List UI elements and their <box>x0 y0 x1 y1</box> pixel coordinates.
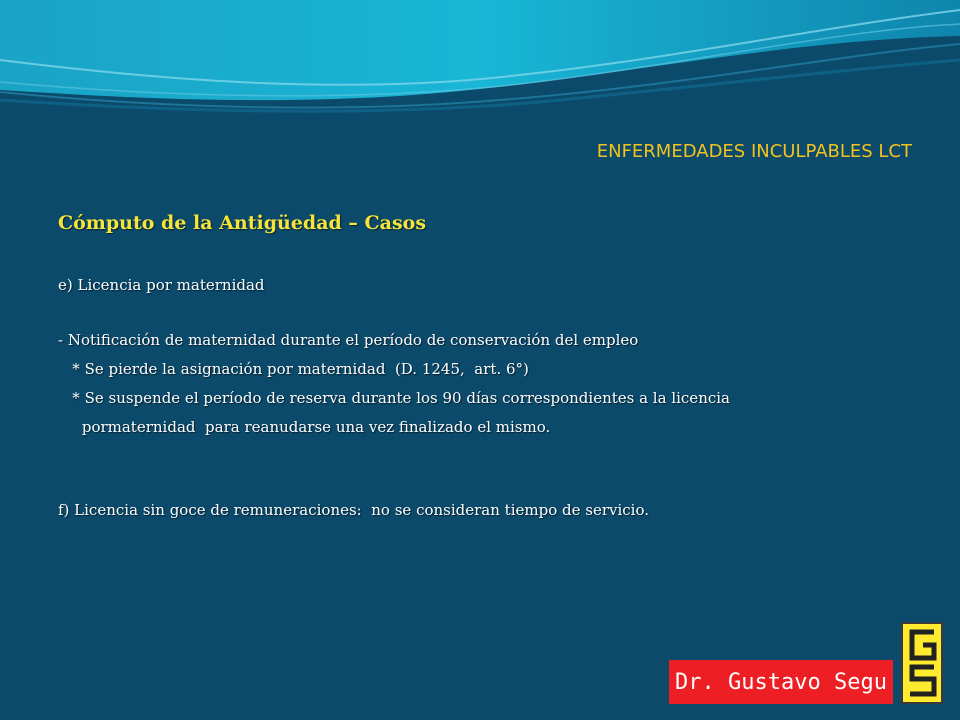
bullet-reserva-continuation: pormaternidad para reanudarse una vez finalizado el mismo. <box>58 418 551 436</box>
bullet-asignacion: * Se pierde la asignación por maternidad (D. 1245, art. 6°) <box>58 360 529 378</box>
item-f-line: f) Licencia sin goce de remuneraciones: no se consideran tiempo de servicio. <box>58 501 649 519</box>
author-name-badge: Dr. Gustavo Segu <box>669 660 893 704</box>
slide-heading: ENFERMEDADES INCULPABLES LCT <box>596 141 912 162</box>
gs-logo-icon <box>903 624 941 702</box>
item-e-heading: e) Licencia por maternidad <box>58 276 265 294</box>
bullet-reserva: * Se suspende el período de reserva durante los 90 días correspondientes a la licencia <box>58 389 730 407</box>
slide-title: Cómputo de la Antigüedad – Casos <box>58 212 427 234</box>
gs-logo <box>901 622 943 704</box>
notification-line: - Notificación de maternidad durante el período de conservación del empleo <box>58 331 639 349</box>
header-wave-decoration <box>0 0 960 120</box>
